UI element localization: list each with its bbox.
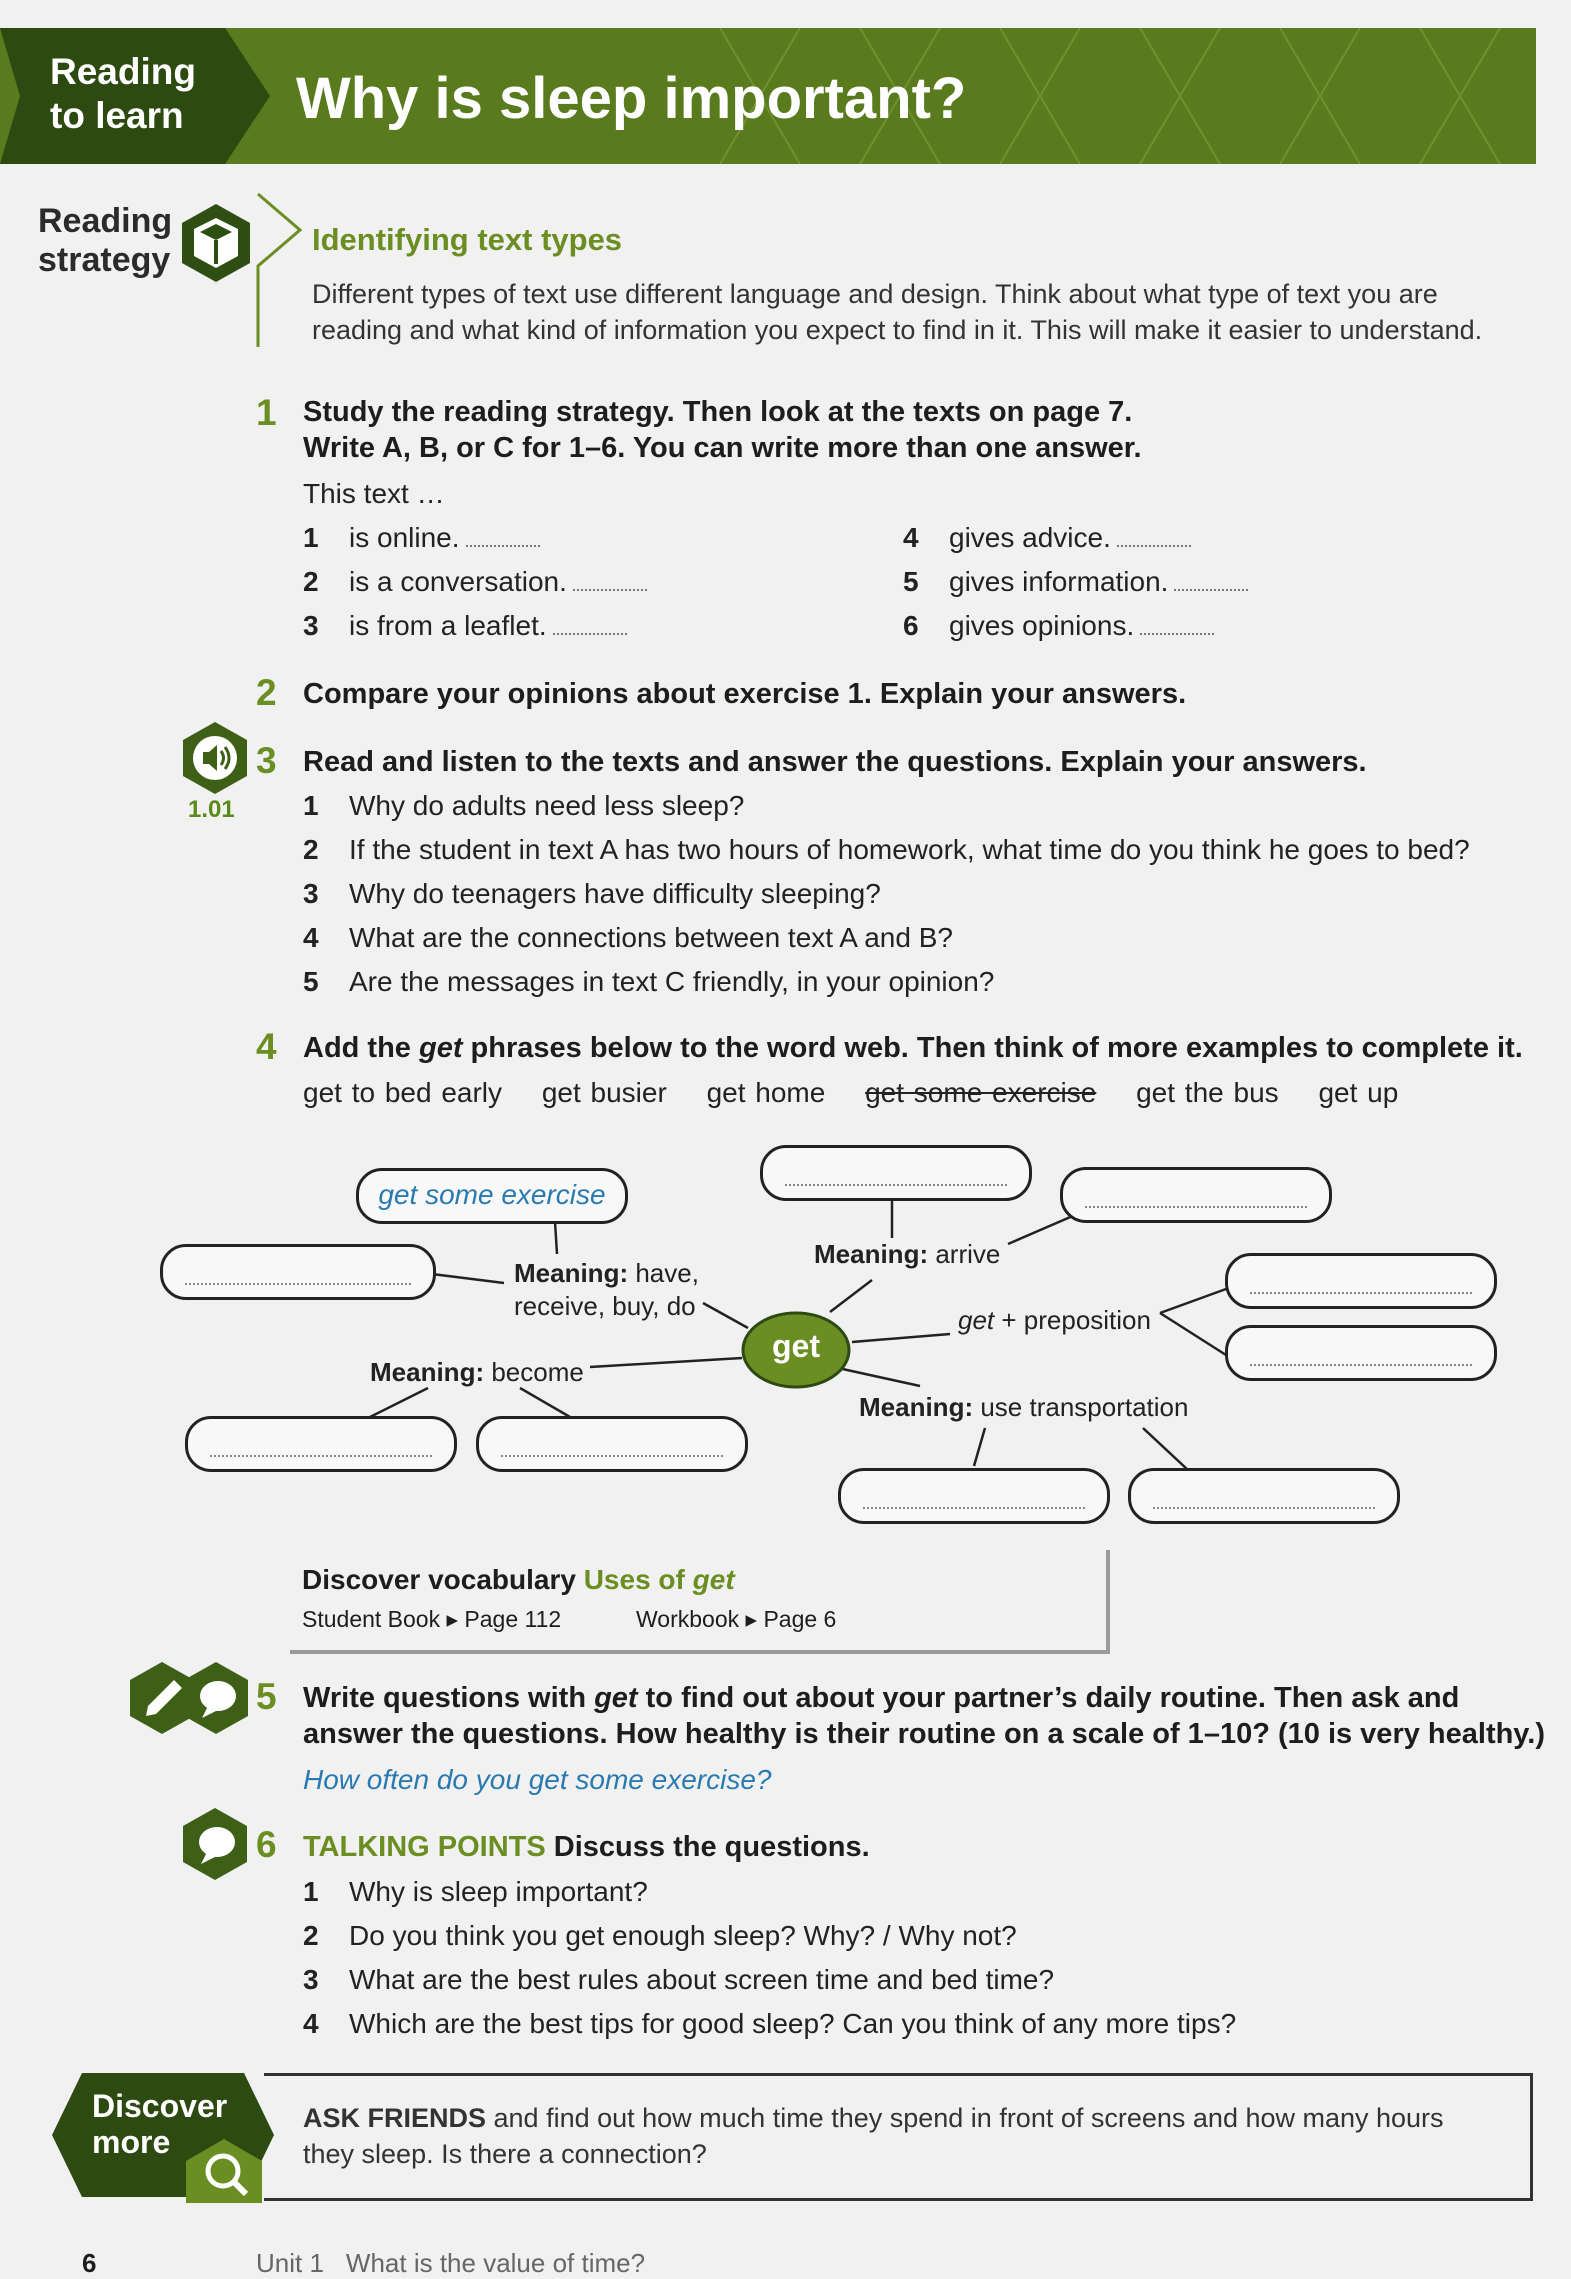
student-book-link[interactable]: Student Book ▸ Page 112 <box>302 1606 562 1632</box>
word-web-answer-box[interactable] <box>185 1416 457 1472</box>
word-web-answer-box[interactable] <box>476 1416 748 1472</box>
exercise-instruction: TALKING POINTS Discuss the questions. <box>303 1831 870 1863</box>
discover-vocabulary-box <box>290 1550 1110 1654</box>
phrase: get the bus <box>1136 1077 1279 1108</box>
list-item: 3 is from a leaflet. <box>303 608 627 644</box>
discover-vocabulary-heading: Discover vocabulary Uses of get <box>302 1564 735 1595</box>
word-web-center-label: get <box>772 1328 820 1364</box>
section-label: Reading to learn <box>50 51 196 136</box>
list-item: 1 is online. <box>303 520 540 556</box>
list-item: 2 is a conversation. <box>303 564 647 600</box>
meaning-arrive-label: Meaning: arrive <box>814 1239 1001 1269</box>
page-number: 6 <box>82 2248 97 2278</box>
page-title: Why is sleep important? <box>296 66 967 131</box>
strategy-text: Different types of text use different language and design. Think about what type of text you are reading and what kind of information you expect to find in it. This will make it easier to understand. <box>312 279 1483 345</box>
word-web-answer-box[interactable] <box>1225 1325 1497 1381</box>
list-item: 6 gives opinions. <box>903 608 1214 644</box>
exercise-instruction: Add the get phrases below to the word web. Then think of more examples to complete it. <box>303 1032 1523 1064</box>
exercise-instruction: Write questions with get to find out about your partner’s daily routine. Then ask and answer the questions. How healthy is their routine on a scale of 1–10? (10 is very healthy.) <box>303 1682 1546 1750</box>
exercise-instruction: Read and listen to the texts and answer the questions. Explain your answers. <box>303 746 1367 778</box>
list-item: 4 What are the connections between text A and B? <box>303 922 953 953</box>
workbook-link[interactable]: Workbook ▸ Page 6 <box>636 1606 837 1632</box>
list-item: 3 Why do teenagers have difficulty sleeping? <box>303 878 881 909</box>
example-question: How often do you get some exercise? <box>303 1764 772 1795</box>
strategy-label: Reading strategy <box>38 202 173 279</box>
phrase: get up <box>1318 1077 1399 1108</box>
word-web-answer-box[interactable] <box>1225 1253 1497 1309</box>
exercise-number: 3 <box>256 740 277 781</box>
word-web-answer-box[interactable] <box>160 1244 436 1300</box>
exercise-number: 2 <box>256 672 277 713</box>
exercise-number: 5 <box>256 1676 277 1717</box>
list-item: 2 If the student in text A has two hours of homework, what time do you think he goes to bed? <box>303 834 1470 865</box>
footer-unit: Unit 1 What is the value of time? <box>256 2248 646 2278</box>
discover-more-text: ASK FRIENDS and find out how much time they spend in front of screens and how many hours they sleep. Is there a connection? <box>303 2103 1444 2169</box>
meaning-have-label: Meaning: have, receive, buy, do <box>514 1258 699 1321</box>
meaning-preposition-label: get + preposition <box>958 1305 1151 1335</box>
list-item: 5 Are the messages in text C friendly, in your opinion? <box>303 966 995 997</box>
word-web-answer-box[interactable] <box>1128 1468 1400 1524</box>
word-web-example-box: get some exercise <box>356 1168 628 1224</box>
list-item: 4 gives advice. <box>903 520 1191 556</box>
exercise-number: 4 <box>256 1026 277 1067</box>
list-item: 1 Why do adults need less sleep? <box>303 790 745 821</box>
discover-more-label: Discover more <box>92 2088 228 2160</box>
list-item: 5 gives information. <box>903 564 1248 600</box>
speech-bubble-icon <box>180 1806 250 1882</box>
list-item: 4 Which are the best tips for good sleep? Can you think of any more tips? <box>303 2008 1237 2039</box>
phrase: get busier <box>541 1077 667 1108</box>
exercise-instruction: Compare your opinions about exercise 1. Explain your answers. <box>303 678 1187 710</box>
exercise-instruction: Study the reading strategy. Then look at the texts on page 7. Write A, B, or C for 1–6. You can write more than one answer. <box>303 396 1142 464</box>
exercise-intro: This text … <box>303 478 445 509</box>
write-speak-icon <box>128 1660 250 1736</box>
phrase: get to bed early <box>303 1077 503 1108</box>
meaning-become-label: Meaning: become <box>370 1357 584 1387</box>
list-item: 3 What are the best rules about screen time and bed time? <box>303 1964 1055 1995</box>
phrase-crossed-out: get some exercise <box>865 1077 1097 1108</box>
exercise-number: 6 <box>256 1824 277 1865</box>
word-web-answer-box[interactable] <box>838 1468 1110 1524</box>
phrase: get home <box>706 1077 826 1108</box>
strategy-heading: Identifying text types <box>312 222 623 257</box>
list-item: 1 Why is sleep important? <box>303 1876 648 1907</box>
list-item: 2 Do you think you get enough sleep? Why? / Why not? <box>303 1920 1017 1951</box>
audio-track-number: 1.01 <box>188 796 235 823</box>
word-web-answer-box[interactable] <box>760 1145 1032 1201</box>
exercise-number: 1 <box>256 392 277 433</box>
word-web-answer-box[interactable] <box>1060 1167 1332 1223</box>
meaning-transportation-label: Meaning: use transportation <box>859 1392 1189 1422</box>
